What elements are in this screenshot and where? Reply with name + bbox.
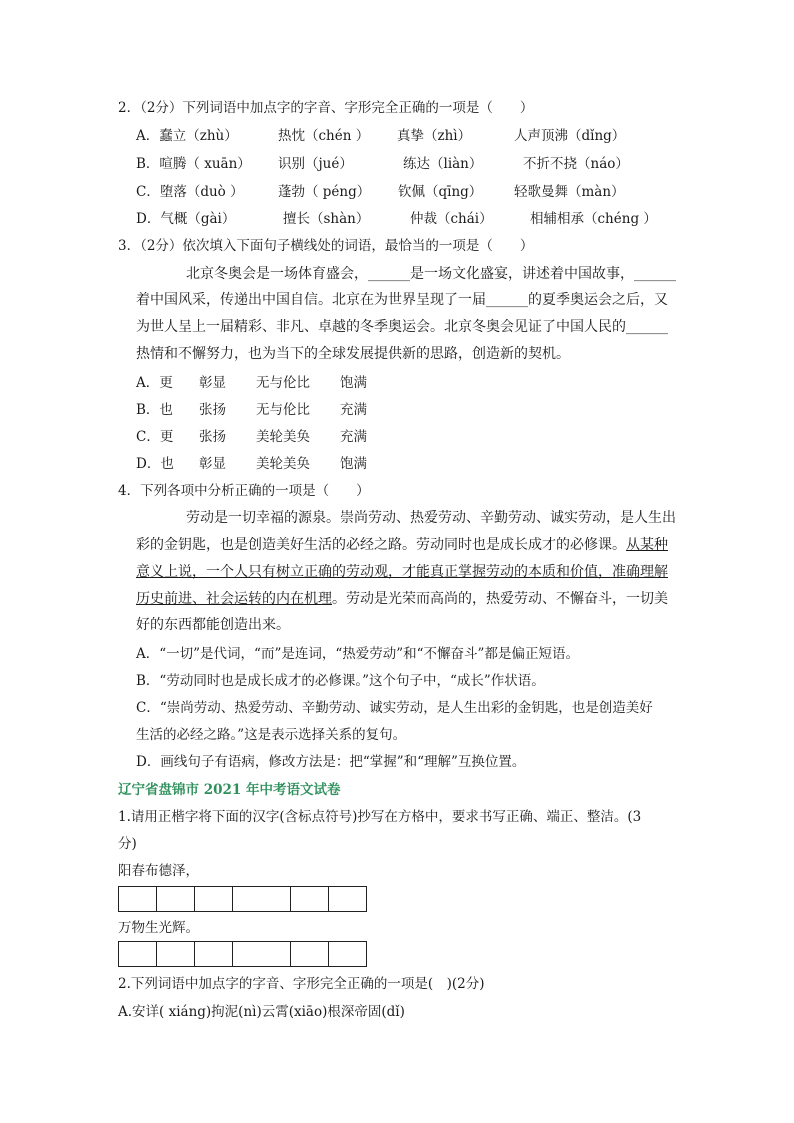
l1-stem-line1: 1.请用正楷字将下面的汉字(含标点符号)抄写在方格中，要求书写正确、端正、整洁。(3 — [118, 809, 642, 825]
grid-cell[interactable] — [157, 886, 195, 912]
q3-a3: 无与伦比 — [256, 375, 310, 391]
q3-passage-line3: 为世人呈上一届精彩、非凡、卓越的冬季奥运会。北京冬奥会见证了中国人民的______ — [136, 319, 668, 335]
q3-c2: 张扬 — [199, 429, 226, 445]
q4-option-b: B．“劳动同时也是成长成才的必修课。”这个句子中，“成长”作状语。 — [136, 673, 545, 689]
l2-option-a: A.安详( xiáng)拘泥(nì)云霄(xiāo)根深帝固(dǐ) — [118, 1004, 405, 1020]
grid-cell[interactable] — [233, 941, 291, 967]
q4-passage-line4-text: 。劳动是光荣而高尚的，热爱劳动、不懈奋斗，一切美 — [332, 591, 668, 607]
l1-copy-line2: 万物生光辉。 — [118, 920, 199, 936]
q2-c2: 蓬勃（ péng） — [278, 184, 371, 200]
q3-stem: 3．（2分）依次填入下面句子横线处的词语，最恰当的一项是（ ） — [118, 238, 534, 254]
q3-passage-line4: 热情和不懈努力，也为当下的全球发展提供新的思路，创造新的契机。 — [136, 346, 570, 362]
q3-c1: C．更 — [136, 429, 174, 445]
writing-grid-1[interactable] — [118, 886, 367, 912]
q2-d2: 擅长（shàn） — [283, 211, 370, 227]
grid-cell[interactable] — [329, 941, 367, 967]
q3-d4: 饱满 — [340, 456, 367, 472]
q2-b2: 识别（jué） — [278, 156, 353, 172]
q2-d1: D．气概（gài） — [136, 211, 236, 227]
q3-passage-line2: 着中国风采，传递出中国自信。北京在为世界呈现了一届______的夏季奥运会之后，又 — [136, 292, 668, 308]
q4-underlined-sentence-part1: 从某种 — [626, 537, 668, 553]
grid-cell[interactable] — [119, 941, 157, 967]
q4-underlined-sentence-part2: 意义上说，一个人只有树立正确的劳动观，才能真正掌握劳动的本质和价值，准确理解 — [136, 564, 668, 580]
q3-c3: 美轮美奂 — [256, 429, 310, 445]
grid-cell[interactable] — [329, 886, 367, 912]
l1-stem-line2: 分) — [118, 836, 137, 852]
q2-a4: 人声顶沸（dǐng） — [514, 128, 626, 144]
q4-passage-line1: 劳动是一切幸福的源泉。崇尚劳动、热爱劳动、辛勤劳动、诚实劳动，是人生出 — [186, 510, 676, 526]
q2-c4: 轻歌曼舞（màn） — [514, 184, 625, 200]
q4-underlined-sentence-part3: 历史前进、社会运转的内在机理 — [136, 591, 332, 607]
q3-a1: A．更 — [136, 375, 173, 391]
grid-cell[interactable] — [157, 941, 195, 967]
q2-c1: C．堕落（duò ） — [136, 184, 244, 200]
l1-copy-line1: 阳春布德泽， — [118, 863, 199, 879]
q2-a3: 真挚（zhì） — [397, 128, 472, 144]
q4-passage-line4 — [136, 588, 668, 608]
grid-cell[interactable] — [291, 886, 329, 912]
q3-d2: 彰显 — [199, 456, 226, 472]
q2-a1: A．蠢立（zhù） — [136, 128, 238, 144]
q3-b4: 充满 — [340, 402, 367, 418]
q3-passage-line1: 北京冬奥会是一场体育盛会，______是一场文化盛宴，讲述着中国故事，______ — [186, 266, 676, 282]
q4-option-a: A．“一切”是代词，“而”是连词，“热爱劳动”和“不懈奋斗”都是偏正短语。 — [136, 646, 579, 662]
q4-stem: 4．下列各项中分析正确的一项是（ ） — [118, 483, 370, 499]
q3-a4: 饱满 — [340, 375, 367, 391]
section-title: 辽宁省盘锦市 2021 年中考语文试卷 — [118, 782, 341, 798]
q3-d1: D．也 — [136, 456, 174, 472]
q2-b1: B．喧腾（ xuān） — [136, 156, 251, 172]
q3-b1: B．也 — [136, 402, 173, 418]
grid-cell[interactable] — [119, 886, 157, 912]
q3-a2: 彰显 — [199, 375, 226, 391]
q2-c3: 钦佩（qīng） — [398, 184, 483, 200]
q2-b3: 练达（liàn） — [403, 156, 483, 172]
l2-stem: 2.下列词语中加点字的字音、字形完全正确的一项是( )(2分) — [118, 976, 485, 992]
q4-passage-line2 — [136, 534, 668, 554]
q2-a2: 热忱（chén ） — [278, 128, 370, 144]
q4-option-d: D．画线句子有语病，修改方法是：把“掌握”和“理解”互换位置。 — [136, 754, 526, 770]
grid-cell[interactable] — [195, 886, 233, 912]
q3-b2: 张扬 — [199, 402, 226, 418]
grid-cell[interactable] — [291, 941, 329, 967]
q2-stem: 2．（2分）下列词语中加点字的字音、字形完全正确的一项是（ ） — [118, 100, 534, 116]
q4-option-c-line1: C．“崇尚劳动、热爱劳动、辛勤劳动、诚实劳动，是人生出彩的金钥匙，也是创造美好 — [136, 700, 653, 716]
q3-c4: 充满 — [340, 429, 367, 445]
q2-d4: 相辅相承（chéng ） — [530, 211, 657, 227]
grid-cell[interactable] — [195, 941, 233, 967]
q4-option-c-line2: 生活的必经之路。”这是表示选择关系的复句。 — [136, 727, 407, 743]
q2-b4: 不折不挠（náo） — [523, 156, 629, 172]
q3-b3: 无与伦比 — [256, 402, 310, 418]
q4-passage-line2-text: 彩的金钥匙，也是创造美好生活的必经之路。劳动同时也是成长成才的必修课。 — [136, 537, 626, 553]
grid-cell[interactable] — [233, 886, 291, 912]
q3-d3: 美轮美奂 — [256, 456, 310, 472]
q2-d3: 仲裁（chái） — [410, 211, 493, 227]
writing-grid-2[interactable] — [118, 941, 367, 967]
q4-passage-line5: 好的东西都能创造出来。 — [136, 617, 290, 633]
